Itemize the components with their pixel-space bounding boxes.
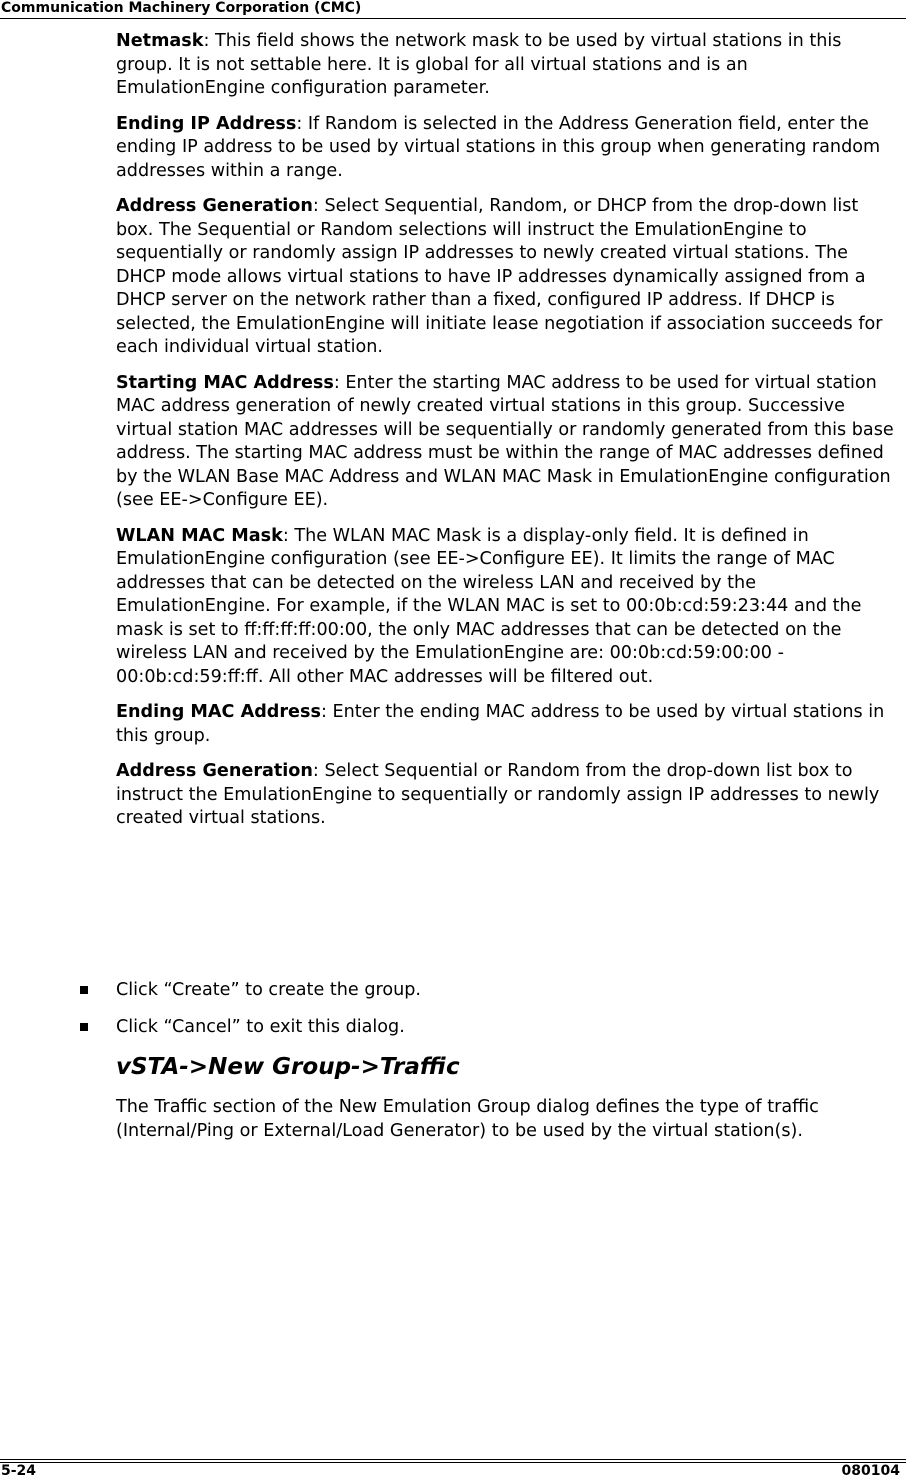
field-text: : This field shows the network mask to be used by virtual stations in this group. It is not settable here. It is global for all virtual stations and is an EmulationEngine configuration parameter. [116,31,842,98]
field-description-address-generation-mac [116,760,900,831]
list-item-text: Click “Cancel” to exit this dialog. [116,1017,405,1037]
list-item-text: Click “Create” to create the group. [116,980,422,1000]
header-title: Communication Machinery Corporation (CMC) [1,0,362,16]
field-description-address-generation-ip [116,195,900,360]
field-text: : The WLAN MAC Mask is a display-only field. It is defined in EmulationEngine configuration (see EE->Configure EE). It limits the range of MAC addresses that can be detected on the wireless LAN and received by the EmulationEngine. For example, if the WLAN MAC is set to 00:0b:cd:59:23:44 and the mask is set to ff:ff:ff:ff:00:00, the only MAC addresses that can be detected on the wireless LAN and received by the EmulationEngine are: 00:0b:cd:59:00:00 - 00:0b:cd:59:ff:ff. All other MAC addresses will be filtered out. [116,525,862,687]
list-item [0,1015,906,1039]
page-number: 5-24 [1,1463,37,1479]
field-description-ending-mac-address [116,701,900,748]
field-term: Netmask [116,31,204,51]
field-descriptions [116,30,900,843]
square-bullet-icon [80,986,88,994]
field-term: Ending MAC Address [116,702,321,722]
page-header [0,0,906,19]
section-heading: vSTA->New Group->Traffic [116,1054,460,1080]
document-code: 080104 [841,1463,900,1479]
field-text: : If Random is selected in the Address Generation field, enter the ending IP address to be used by virtual stations in this group when generating random addresses within a range. [116,113,881,181]
field-text: : Select Sequential, Random, or DHCP from the drop-down list box. The Sequential or Random selections will instruct the EmulationEngine to sequentially or randomly assign IP addresses to newly created virtual stations. The DHCP mode allows virtual stations to have IP addresses dynamically assigned from a DHCP server on the network rather than a fixed, configured IP address. If DHCP is selected, the EmulationEngine will initiate lease negotiation if association succeeds for each individual virtual station. [116,196,883,357]
field-description-ending-ip-address [116,113,900,184]
field-text: : Select Sequential or Random from the drop-down list box to instruct the EmulationEngine to sequentially or randomly assign IP addresses to newly created virtual stations. [116,761,880,828]
instruction-list [0,978,906,1052]
footer-divider [0,1459,906,1460]
field-description-netmask [116,30,900,101]
field-term: WLAN MAC Mask [116,525,283,546]
field-description-starting-mac-address [116,372,900,513]
field-text: : Enter the ending MAC address to be used by virtual stations in this group. [116,702,885,746]
field-text: : Enter the starting MAC address to be used for virtual station MAC address generation of newly created virtual stations in this group. Successive virtual station MAC addresses will be sequentially or randomly generated from this base address. The starting MAC address must be within the range of MAC addresses defined by the WLAN Base MAC Address and WLAN MAC Mask in EmulationEngine configuration (see EE->Configure EE). [116,372,894,510]
field-term: Address Generation [116,196,313,216]
footer-divider [0,1462,906,1463]
square-bullet-icon [80,1023,88,1031]
page-footer [0,1455,906,1480]
list-item [0,978,906,1002]
field-description-wlan-mac-mask [116,525,900,690]
field-term: Address Generation [116,761,313,781]
section-paragraph: The Traffic section of the New Emulation Group dialog defines the type of traffic (Internal/Ping or External/Load Generator) to be used by the virtual station(s). [116,1097,819,1141]
field-term: Ending IP Address [116,113,297,134]
field-term: Starting MAC Address [116,372,334,393]
